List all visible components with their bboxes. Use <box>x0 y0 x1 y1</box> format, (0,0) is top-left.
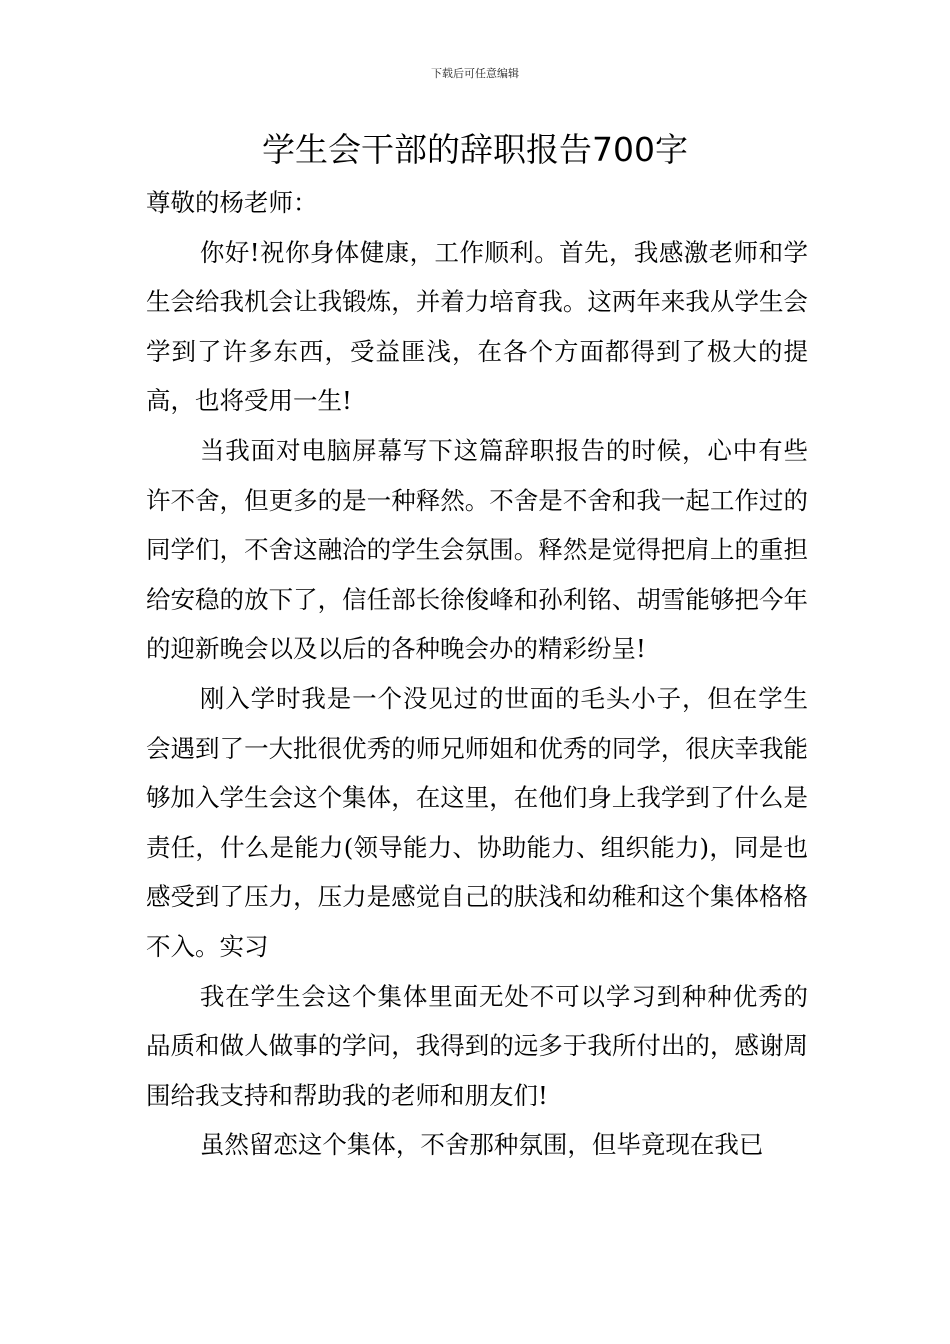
paragraph-3: 刚入学时我是一个没见过的世面的毛头小子，但在学生会遇到了一大批很优秀的师兄师姐和优秀的同学，很庆幸我能够加入学生会这个集体，在这里，在他们身上我学到了什么是责任，什么是能力(领导能力、协助能力、组织能力)，同是也感受到了压力，压力是感觉自己的肤浅和幼稚和这个集体格格不入。实习 <box>146 683 808 961</box>
paragraph-1: 你好!祝你身体健康，工作顺利。首先，我感激老师和学生会给我机会让我锻炼，并着力培育我。这两年来我从学生会学到了许多东西，受益匪浅，在各个方面都得到了极大的提高，也将受用一生! <box>146 237 808 416</box>
document-body <box>146 178 808 1170</box>
salutation: 尊敬的杨老师： <box>146 188 318 217</box>
document-title: 学生会干部的辞职报告700字 <box>262 130 688 169</box>
paragraph-4: 我在学生会这个集体里面无处不可以学习到种种优秀的品质和做人做事的学问，我得到的远多于我所付出的，感谢周围给我支持和帮助我的老师和朋友们! <box>146 981 808 1110</box>
paragraph-5: 虽然留恋这个集体，不舍那种氛围，但毕竟现在我已 <box>199 1130 764 1160</box>
header-note: 下载后可任意编辑 <box>431 67 519 80</box>
paragraph-2: 当我面对电脑屏幕写下这篇辞职报告的时候，心中有些许不舍，但更多的是一种释然。不舍是不舍和我一起工作过的同学们，不舍这融洽的学生会氛围。释然是觉得把肩上的重担给安稳的放下了，信任部长徐俊峰和孙利铭、胡雪能够把今年的迎新晚会以及以后的各种晚会办的精彩纷呈! <box>146 435 808 664</box>
